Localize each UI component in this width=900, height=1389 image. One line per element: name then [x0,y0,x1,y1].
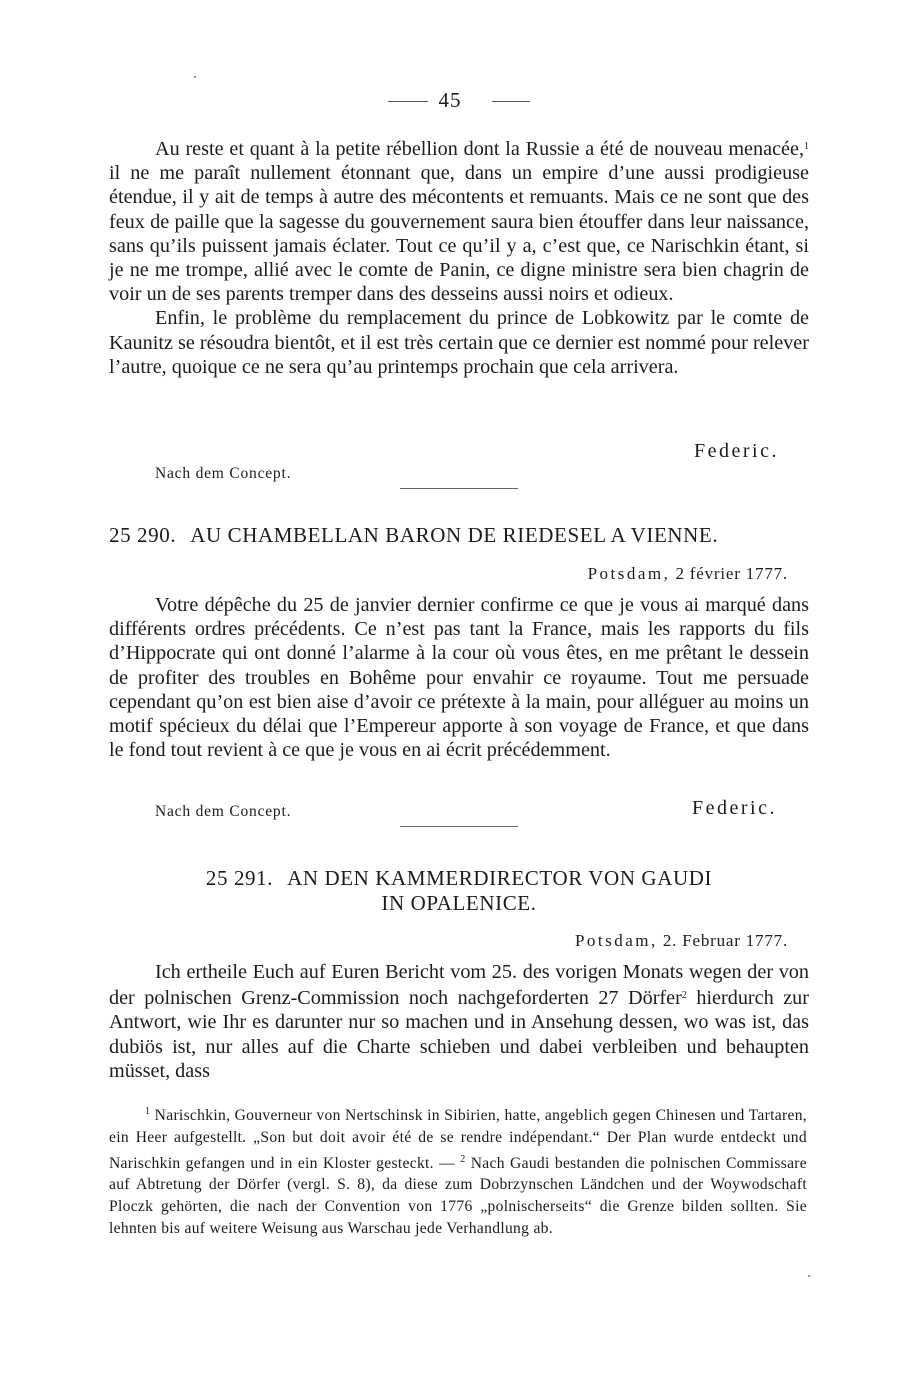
footnote-text-1: Narischkin, Gouverneur von Nertschinsk in Sibirien, hatte, angeblich gegen Chinesen und Tartaren, ein Heer aufgestellt. „Son but doit avoir été de se rendre indépendant.“ Der Plan wurde entdeckt und Narischkin gefangen und in ein Kloster gesteckt. — [109,1107,808,1172]
source-note: Nach dem Concept. [155,803,292,820]
letter-number: 25 291. [205,866,274,890]
letter-title: AU CHAMBELLAN BARON DE RIEDESEL A VIENNE. [190,523,719,547]
footnote-number-1: 1 [145,1106,151,1117]
letter-heading-25291 [109,866,809,916]
dateline-25290: Potsdam, 2 février 1777. [587,564,788,583]
footnote-mark-2: 2 [681,990,687,1002]
signature-federic: Federic. [692,797,777,819]
letter-body-25291 [109,960,809,1083]
previous-letter-paragraph-1: Au reste et quant à la petite rébellion dont la Russie a été de nouveau menacée,$^1$ il ne me paraît nullement étonnant que, dans un empire d’une aussi prodigieuse étendue, il y ait de temps à autre des mécontents et remuants. Mais ce ne sont que des feux de paille que la sagesse du gouvernement saura bien étouffer dans leur naissance, sans qu’ils puissent jamais éclater. Tout ce qu’il y a, c’est que, ce Narischkin étant, si je ne me trompe, allié avec le comte de Panin, ce digne ministre sera bien chagrin de voir un de ses parents tremper dans des desseins aussi noirs et odieux. [109,138,809,306]
previous-letter-body [109,135,809,379]
print-speck [194,76,196,78]
letter-paragraph: Ich ertheile Euch auf Euren Bericht vom 25. des vorigen Monats wegen der von der polnischen Grenz-Commission noch nachgeforderten 27 Dörfer$^2$ hierdurch zur Antwort, wie Ihr es darunter nur so machen und in Ansehung dessen, wo was ist, das dubiös ist, nur alles auf die Charte schieben und dabei verbleiben und behaupten müsset, dass [109,961,809,1082]
section-divider [400,488,518,489]
letter-title-line-1: AN DEN KAMMERDIRECTOR VON GAUDI [287,866,713,890]
footnotes [109,1101,807,1240]
previous-letter-paragraph-2: Enfin, le problème du remplacement du prince de Lobkowitz par le comte de Kaunitz se résoudra bientôt, et il est très certain que ce dernier est nommé pour relever l’autre, quoique ce ne sera qu’au printemps prochain que cela arrivera. [109,307,809,378]
page-number: 45 [438,88,462,112]
footnote-mark-1: 1 [804,141,809,152]
letter-title-line-2: IN OPALENICE. [381,891,537,915]
source-note: Nach dem Concept. [155,465,292,482]
signature-federic: Federic. [694,440,779,462]
letter-heading-25290 [109,523,809,548]
letter-number: 25 290. [109,523,177,547]
header-rule-right [492,101,530,102]
footnote-number-2: 2 [460,1153,466,1165]
section-divider [400,826,518,827]
letter-paragraph: Votre dépêche du 25 de janvier dernier confirme ce que je vous ai marqué dans différents ordres précédents. Ce n’est pas tant la France, mais les rapports du fils d’Hippocrate qui ont donné l’alarme à la cour où vous êtes, en me prêtant le dessein de profiter des troubles en Bohême pour envahir ce royaume. Tout me persuade cependant qu’on est bien aise d’avoir ce prétexte à la main, pour alléguer au moins un motif spécieux du délai que l’Empereur apporte à son voyage de France, et que dans le fond tout revient à ce que je vous en ai écrit précédemment. [109,594,809,762]
footnote-block [109,1101,807,1240]
letter-body-25290 [109,593,809,762]
print-speck [808,1275,810,1277]
footnote-text-2: Nach Gaudi bestanden die polnischen Commissare auf Abtretung der Dörfer (vergl. S. 8), da diese zum Dobrzynschen Ländchen und der Woywodschaft Ploczk gehörten, die nach der Convention von 1776 „polnischerseits“ die Grenze bilden sollten. Sie lehnten bis auf weitere Weisung aus Warschau jede Verhandlung ab. [109,1154,808,1237]
dateline-25291: Potsdam, 2. Februar 1777. [574,931,788,950]
